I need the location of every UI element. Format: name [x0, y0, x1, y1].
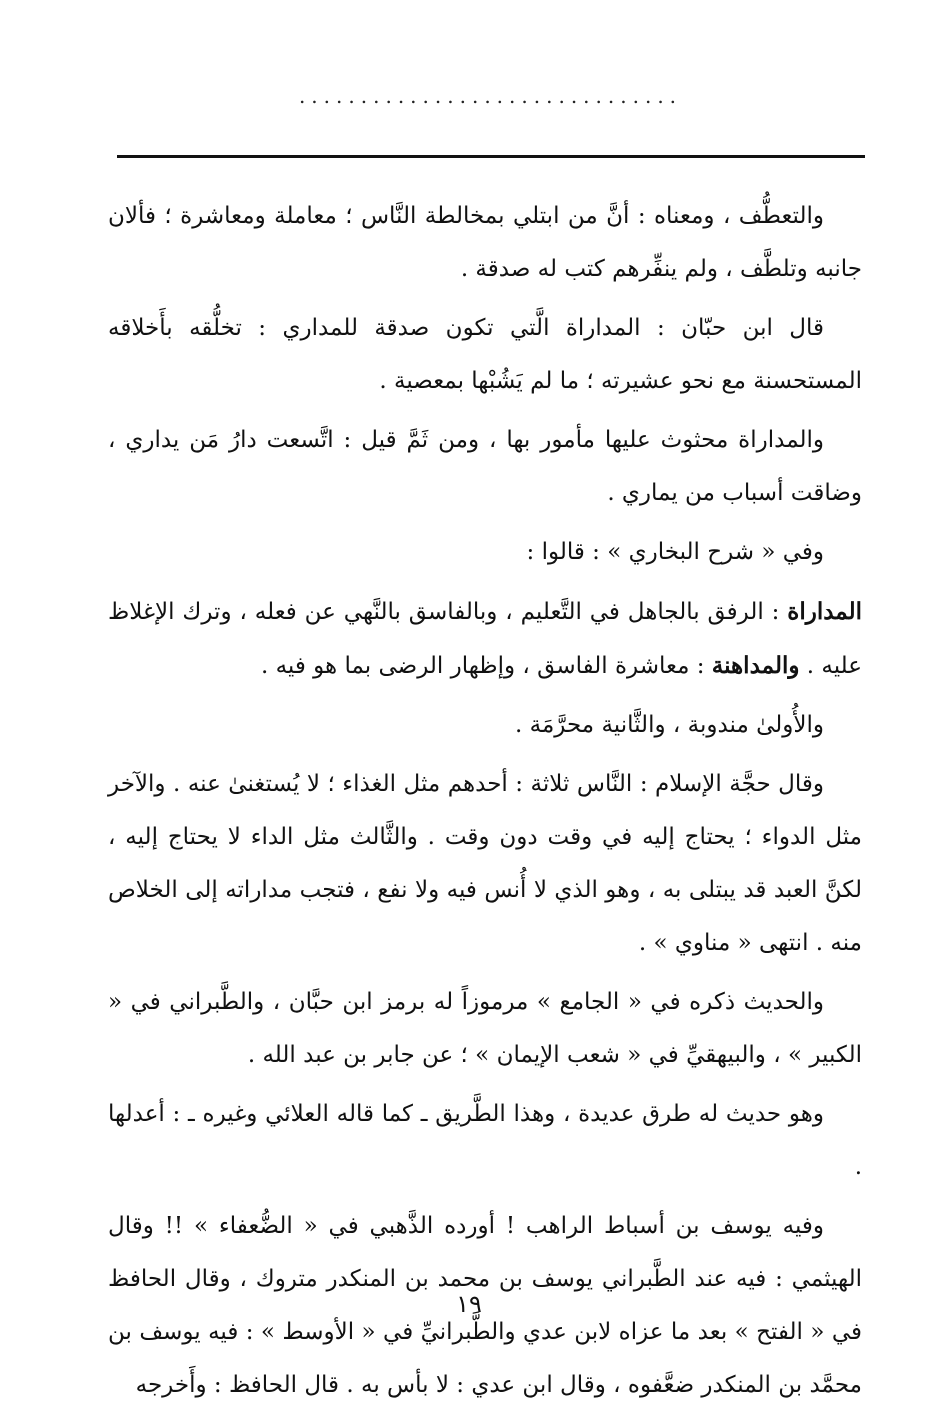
paragraph-tattuf: والتعطُّف ، ومعناه : أنَّ من ابتلي بمخالطة النَّاس ؛ معاملة ومعاشرة ؛ فألان جانبه وتلطَّف ، ولم ينفِّرهم كتب له صدقة . — [108, 203, 862, 282]
paragraph-hujjat-islam: وقال حجَّة الإسلام : النَّاس ثلاثة : أحدهم مثل الغذاء ؛ لا يُستغنىٰ عنه . والآخر مثل الدواء ؛ يحتاج إليه في وقت دون وقت . والثَّالث مثل الداء لا يحتاج إليه ، لكنَّ العبد قد يبتلى به ، وهو الذي لا أُنس فيه ولا نفع ، فتجب مداراته إلى الخلاص منه . انتهى « مناوي » . — [108, 771, 862, 956]
paragraph-mudarat: والمداراة محثوث عليها مأمور بها ، ومن ثَمَّ قيل : اتَّسعت دارُ مَن يداري ، وضاقت أسباب من يماري . — [108, 427, 862, 506]
definition-mudarat: : الرفق بالجاهل في التَّعليم ، وبالفاسق بالنَّهي عن فعله ، وترك الإغلاظ عليه . — [108, 599, 862, 679]
page-number: ١٩ — [456, 1290, 482, 1318]
term-mudahana: والمداهنة — [711, 652, 800, 679]
term-mudarat: المداراة — [787, 598, 862, 625]
paragraph-definitions — [108, 585, 862, 693]
header-dotted-line: ............................... — [298, 84, 683, 108]
paragraph-hadith-routes: وهو حديث له طرق عديدة ، وهذا الطَّريق ـ كما قاله العلائي وغيره ـ : أعدلها . — [108, 1101, 862, 1180]
header-rule — [117, 155, 865, 158]
paragraph-narrator: وفيه يوسف بن أسباط الراهب ! أورده الذَّهبي في « الضُّعفاء » !! وقال الهيثمي : فيه عند الطَّبراني يوسف بن محمد بن المنكدر متروك ، وقال الحافظ في « الفتح » بعد ما عزاه لابن عدي والطَّبرانيِّ في « الأوسط » : فيه يوسف بن محمَّد بن المنكدر ضعَّفوه ، وقال ابن عدي : لا بأس به . قال الحافظ : وأَخرجه — [108, 1213, 862, 1398]
paragraph-ruling: والأُولىٰ مندوبة ، والثَّانية محرَّمَة . — [515, 712, 824, 738]
paragraph-sharh-bukhari: وفي « شرح البخاري » : قالوا : — [526, 539, 824, 565]
paragraph-ibn-hibban: قال ابن حبّان : المداراة الَّتي تكون صدقة للمداري : تخلُّقه بأَخلاقه المستحسنة مع نحو عشيرته ؛ ما لم يَشُبْها بمعصية . — [108, 315, 862, 394]
paragraph-hadith-source: والحديث ذكره في « الجامع » مرموزاً له برمز ابن حبَّان ، والطَّبراني في « الكبير » ، والبيهقيِّ في « شعب الإيمان » ؛ عن جابر بن عبد الله . — [108, 989, 862, 1068]
definition-mudahana: : معاشرة الفاسق ، وإظهار الرضى بما هو فيه . — [260, 653, 712, 679]
main-text — [108, 190, 862, 1418]
